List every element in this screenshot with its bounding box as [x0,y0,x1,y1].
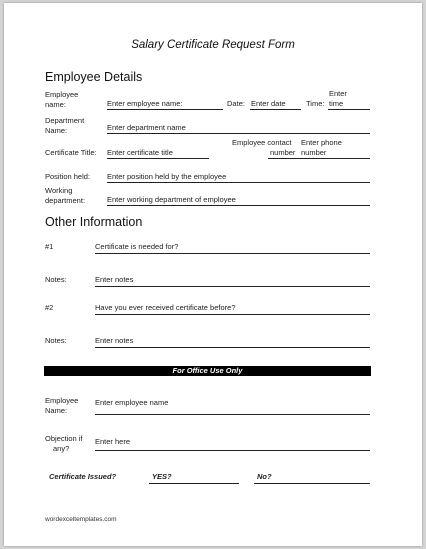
time-line [328,109,370,110]
notes-2-line [95,347,370,348]
objection-line [95,450,370,451]
issued-no-option[interactable]: No? [257,472,272,481]
working-department-label: Working department: [45,186,86,205]
office-employee-name-line [95,414,370,415]
employee-name-label: Employee name: [45,90,79,109]
notes-1-field[interactable]: Enter notes [95,275,134,284]
notes-1-label: Notes: [45,275,67,284]
position-held-line [107,182,370,183]
position-held-label: Position held: [45,172,91,181]
department-name-line [107,133,370,134]
employee-contact-line [268,158,370,159]
form-title: Salary Certificate Request Form [131,39,295,51]
employee-name-line [107,109,223,110]
department-name-label: Department Name: [45,116,85,135]
working-department-line [107,205,370,206]
notes-2-field[interactable]: Enter notes [95,336,134,345]
working-department-field[interactable]: Enter working department of employee [107,195,236,204]
issued-no-line [254,483,370,484]
office-employee-name-label: Employee Name: [45,396,79,415]
question-1-line [95,253,370,254]
question-2-line [95,314,370,315]
footer-website: wordexceltemplates.com [45,516,117,523]
certificate-title-label: Certificate Title: [45,148,97,157]
document-page [4,3,422,546]
date-line [250,109,301,110]
office-use-banner: For Office Use Only [44,366,371,376]
office-employee-name-field[interactable]: Enter employee name [95,398,169,407]
employee-contact-field[interactable]: Enter phone number [301,138,342,157]
date-field[interactable]: Enter date [251,99,286,108]
question-1-field[interactable]: Certificate is needed for? [95,242,179,251]
time-label: Time: [306,99,325,108]
certificate-title-line [107,158,209,159]
notes-2-label: Notes: [45,336,67,345]
section-heading-other-information: Other Information [45,215,143,229]
employee-contact-label: Employee contact number [232,138,296,157]
position-held-field[interactable]: Enter position held by the employee [107,172,227,181]
objection-field[interactable]: Enter here [95,437,131,446]
question-1-label: #1 [45,242,54,251]
date-label: Date: [227,99,245,108]
time-field[interactable]: Enter time [329,89,347,108]
employee-name-field[interactable]: Enter employee name: [107,99,183,108]
certificate-title-field[interactable]: Enter certificate title [107,148,173,157]
department-name-field[interactable]: Enter department name [107,123,186,132]
notes-1-line [95,286,370,287]
question-2-field[interactable]: Have you ever received certificate before? [95,303,236,312]
objection-label: Objection if any? [45,434,83,453]
issued-yes-line [149,483,239,484]
issued-yes-option[interactable]: YES? [152,472,172,481]
question-2-label: #2 [45,303,54,312]
section-heading-employee-details: Employee Details [45,70,143,84]
certificate-issued-label: Certificate Issued? [49,472,117,481]
